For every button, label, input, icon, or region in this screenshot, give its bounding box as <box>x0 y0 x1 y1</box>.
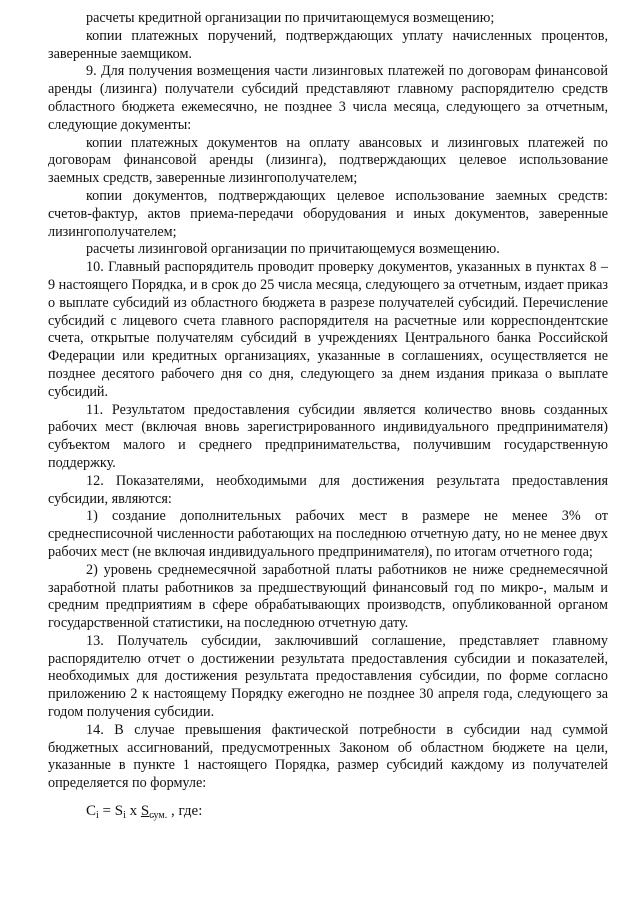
paragraph: 11. Результатом предоставления субсидии является количество вновь созданных рабочих мест (включая вновь зарегистрированного индивидуального предпринимателя) субъектом малого и среднего предпринимательства, получившим государственную поддержку. <box>48 401 608 471</box>
paragraph: 1) создание дополнительных рабочих мест в размере не менее 3% от среднесписочной численности работающих на последнюю отчетную дату, но не менее двух рабочих мест (не включая индивидуального предпринимателя), по итогам отчетного года; <box>48 508 608 560</box>
formula-tail: , где: <box>167 803 203 820</box>
paragraph: расчеты кредитной организации по причитающемуся возмещению; <box>86 10 495 26</box>
formula-s: S <box>114 803 124 820</box>
formula-c-subscript: i <box>96 810 99 822</box>
paragraph: 14. В случае превышения фактической потребности в субсидии над суммой бюджетных ассигнований, предусмотренных Законом об областном бюджете на цели, указанные в пункте 1 настоящего Порядка, размер субсидий каждому из получателей определяется по формуле: <box>48 721 608 792</box>
subsidy-formula <box>86 803 608 825</box>
paragraph: 2) уровень среднемесячной заработной платы работников не ниже среднемесячной заработной платы работников за предшествующий финансовый год по микро-, малым и средним предприятиям в сфере обрабатывающих производств, опубликованной органом государственной статистики, на последнюю отчетную дату. <box>48 561 608 632</box>
formula-s-subscript: i <box>123 810 126 822</box>
formula-ssum <box>140 803 168 822</box>
formula-ssum-subscript: сум. <box>149 810 168 822</box>
paragraph: 12. Показателями, необходимыми для достижения результата предоставления субсидии, являются: <box>48 472 608 507</box>
formula-ssum-letter: S <box>140 803 150 820</box>
paragraph: копии платежных документов на оплату авансовых и лизинговых платежей по договорам финансовой аренды (лизинга), подтверждающих целевое использование заемных средств, заверенные лизингополучателем; <box>48 134 608 187</box>
paragraph: 9. Для получения возмещения части лизинговых платежей по договорам финансовой аренды (лизинга) получатели субсидий представляют главному распорядителю средств областного бюджета ежемесячно, не позднее 3 числа месяца, следующего за отчетным, следующие документы: <box>48 63 608 133</box>
formula-c: C <box>86 803 97 820</box>
paragraph: 10. Главный распорядитель проводит проверку документов, указанных в пунктах 8 – 9 настоящего Порядка, и в срок до 25 числа месяца, следующего за отчетным, издает приказ о выплате субсидий из областного бюджета в разрезе получателей субсидий. Перечисление субсидий с лицевого счета главного распорядителя на расчетные или корреспондентские счета, открытые получателям субсидий в учреждениях Центрального банка Российской Федерации или кредитных организациях, указанные в соглашениях, осуществляется не позднее десятого рабочего дня со дня, следующего за днем издания приказа о выплате субсидий. <box>48 259 608 400</box>
paragraph: 13. Получатель субсидии, заключивший соглашение, представляет главному распорядителю отчет о достижении результата предоставления субсидии и показателей, необходимых для достижения результата предоставления субсидии, по форме согласно приложению 2 к настоящему Порядку ежегодно не позднее 30 апреля года, следующего за годом получения субсидии. <box>48 632 608 721</box>
formula-equals: = <box>98 803 115 820</box>
paragraph: расчеты лизинговой организации по причитающемуся возмещению. <box>86 241 500 258</box>
document-body <box>48 10 608 825</box>
paragraph: копии документов, подтверждающих целевое использование заемных средств: счетов-фактур, актов приема-передачи оборудования и иных документов, заверенные лизингополучателем; <box>48 187 608 240</box>
formula-times: x <box>125 803 141 820</box>
paragraph: копии платежных поручений, подтверждающих уплату начисленных процентов, заверенные заемщиком. <box>48 27 608 62</box>
